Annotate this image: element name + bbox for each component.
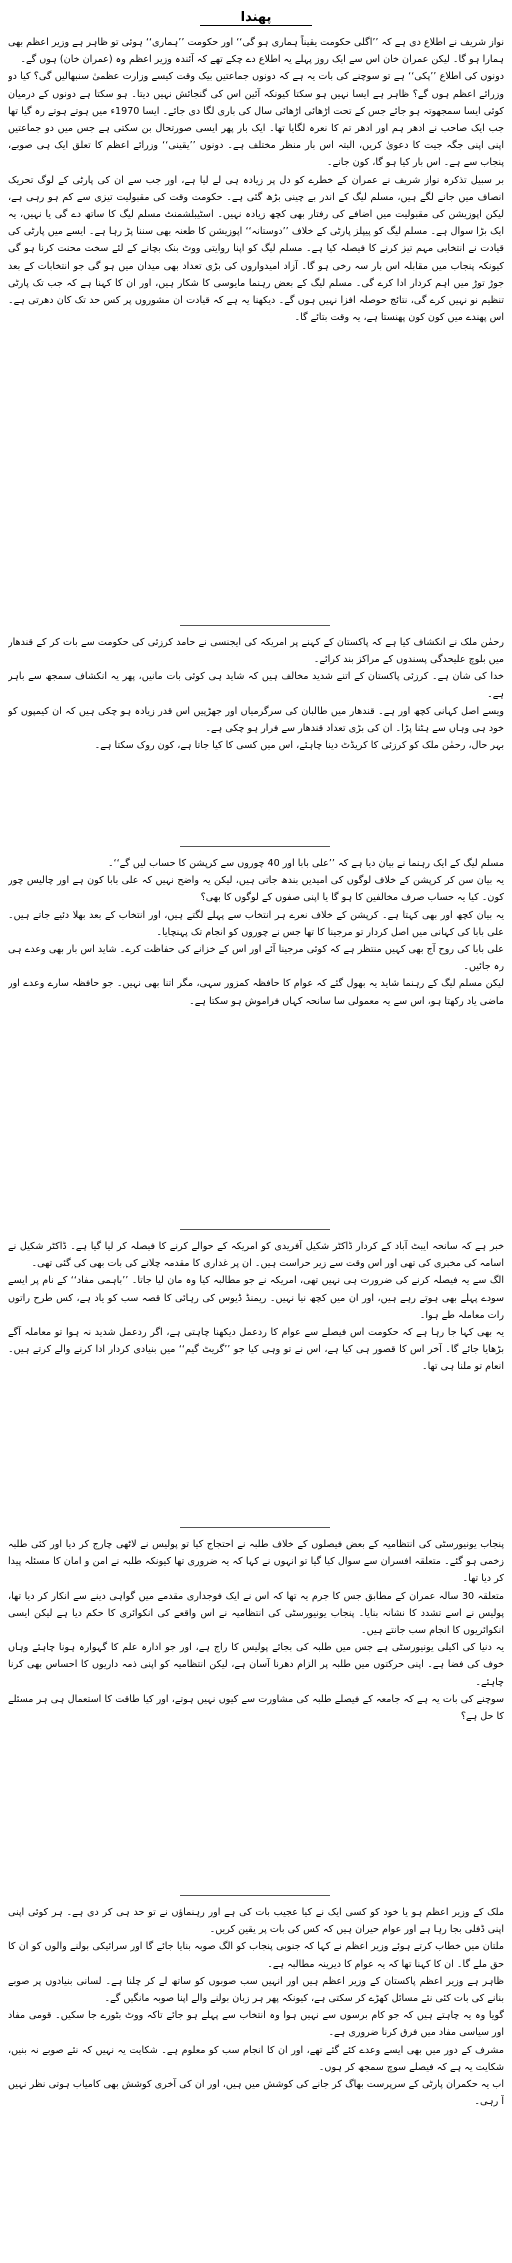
- section-divider: [180, 846, 330, 847]
- paragraph: یہ دنیا کی اکیلی یونیورسٹی ہے جس میں طلبہ کی بجائے پولیس کا راج ہے، اور جو ادارہ علم کا گہوارہ ہونا چاہئے وہاں خوف کی فضا ہے۔ اپنی حرکتوں میں طلبہ پر الزام دھرنا آسان ہے، لیکن انتظامیہ کو اپنی ذمہ داریوں کا احساس بھی کرنا چاہئے۔: [8, 1642, 504, 1688]
- paragraph: متعلقہ 30 سالہ عمران کے مطابق جس کا جرم یہ تھا کہ اس نے ایک فوجداری مقدمے میں گواہی دینے سے انکار کر دیا تھا، پولیس نے اسے تشدد کا نشانہ بنایا۔ پنجاب یونیورسٹی کی انتظامیہ نے اس واقعے کی انکوائری کا حکم دیا ہے لیکن ایسی انکوائریوں کا انجام سب جانتے ہیں۔: [8, 1590, 504, 1637]
- section-3: [8, 855, 504, 1223]
- paragraph: دونوں کی اطلاع ’’پکی‘‘ ہے تو سوچنے کی بات یہ ہے کہ دونوں جماعتیں بیک وقت کیسے وزارت عظمیٰ سنبھالیں گی؟ کیا دو وزرائے اعظم ہوں گے؟ ظاہر ہے ایسا نہیں ہو سکتا کیونکہ آئین اس کی گنجائش نہیں دیتا۔ ہو سکتا ہے دونوں کے درمیان کوئی ایسا سمجھوتہ ہو جائے جس کے تحت اڑھائی اڑھائی سال کی باری لگا دی جائے۔ ایسا 1970ء میں ہوتے ہوتے رہ گیا تھا جب ایک صاحب نے ادھر ہم اور ادھر تم کا نعرہ لگایا تھا۔ ایک بار پھر ایسی صورتحال بن سکتی ہے جس میں دو جماعتیں اپنی اپنی جگہ جیت کا دعویٰ کریں، البتہ اس بار منظر مختلف ہے۔ دونوں ’’یقینی‘‘ وزرائے اعظم کا تعلق ایک ہی صوبے، پنجاب سے ہے۔ اس بار کیا ہو گا، کون جانے۔: [8, 71, 504, 169]
- section-divider: [180, 1527, 330, 1528]
- paragraph: علی بابا کی روح آج بھی کہیں منتظر ہے کہ کوئی مرجینا آئے اور اس کے خزانے کی حفاظت کرے۔ شاید اس بار بھی وعدے ہی رہ جائیں۔: [8, 944, 504, 973]
- section-1: [8, 34, 504, 619]
- section-5: [8, 1536, 504, 1888]
- paragraph: بر سبیل تذکرہ نواز شریف نے عمران کے خطرے کو دل پر زیادہ ہی لے لیا ہے، اور جب سے ان کی پارٹی کے لوگ تحریک انصاف میں جانے لگے ہیں، مسلم لیگ کے اندر بے چینی بڑھ گئی ہے۔ حکومت وقت کی مقبولیت تیزی سے کم ہو رہی ہے، لیکن اپوزیشن کی مقبولیت میں اضافے کی رفتار بھی کچھ زیادہ نہیں۔ اسٹیبلشمنٹ مسلم لیگ کا ساتھ دے گی یا نہیں، یہ ایک بڑا سوال ہے۔ مسلم لیگ کو پیپلز پارٹی کے خلاف ’’دوستانہ‘‘ اپوزیشن کا طعنہ بھی سننا پڑ رہا ہے۔ ایسے میں پارٹی کی قیادت نے انتخابی مہم تیز کرنے کا فیصلہ کیا ہے۔ مسلم لیگ کو اپنا روایتی ووٹ بنک بچانے کے لئے سخت محنت کرنا ہو گی کیونکہ پنجاب میں مقابلہ اس بار سہ رخی ہو گا۔ آزاد امیدواروں کی بڑی تعداد بھی میدان میں ہو گی جو انتخابات کے بعد جوڑ توڑ میں اہم کردار ادا کرے گی۔ مسلم لیگ کے بعض رہنما مایوسی کا شکار ہیں، اور ان کا کہنا ہے کہ جب تک پارٹی تنظیم نو نہیں کرے گی، نتائج حوصلہ افزا نہیں ہوں گے۔ دیکھنا یہ ہے کہ قیادت ان مشوروں پر کس حد تک کان دھرتی ہے۔ اس پھندے میں کون کون پھنستا ہے، یہ وقت بتائے گا۔: [8, 174, 504, 324]
- paragraph: سوچنے کی بات یہ ہے کہ جامعہ کے فیصلے طلبہ کی مشاورت سے کیوں نہیں ہوتے، اور کیا طاقت کا استعمال ہی ہر مسئلے کا حل ہے؟: [8, 1693, 504, 1723]
- paragraph: یہ بیان سن کر کرپشن کے خلاف لوگوں کی امیدیں بندھ جاتی ہیں، لیکن یہ واضح نہیں کہ علی بابا کون ہے اور چالیس چور کون۔ کیا یہ حساب صرف مخالفین کا ہو گا یا اپنی صفوں کے لوگوں کا بھی؟: [8, 875, 504, 904]
- paragraph: اب یہ حکمران پارٹی کے سرپرست بھاگ کر جانے کی کوشش میں ہیں، اور ان کی آخری کوشش بھی کامیاب ہوتی نظر نہیں آ رہی۔: [8, 2079, 504, 2108]
- paragraph: نواز شریف نے اطلاع دی ہے کہ ’’اگلی حکومت یقیناً ہماری ہو گی‘‘ اور حکومت ’’ہماری‘‘ ہوئی تو ظاہر ہے وزیر اعظم بھی ہمارا ہو گا۔ لیکن عمران خان اس سے ایک روز پہلے یہ اطلاع دے چکے تھے کہ آئندہ وزیر اعظم وہ (عمران خان) ہوں گے۔: [8, 37, 504, 66]
- section-4: [8, 1238, 504, 1520]
- paragraph: یہ بھی کہا جا رہا ہے کہ حکومت اس فیصلے سے عوام کا ردعمل دیکھنا چاہتی ہے، اگر ردعمل شدید نہ ہوا تو معاملہ آگے بڑھایا جائے گا۔ آخر اس کا قصور ہی کیا ہے، اس نے تو وہی کیا جو ’’گریٹ گیم‘‘ میں بنیادی کردار ادا کرنے والے کرتے ہیں۔ انعام تو ملنا ہی تھا۔: [8, 1327, 504, 1373]
- section-divider: [180, 625, 330, 626]
- title-underline: [200, 25, 312, 26]
- paragraph: لیکن مسلم لیگ کے رہنما شاید یہ بھول گئے کہ عوام کا حافظہ کمزور سہی، مگر اتنا بھی نہیں۔ جو حافظہ سارے وعدے اور ماضی یاد رکھتا ہو، اس سے یہ معمولی سا سانحہ کہاں فراموش ہو سکتا ہے۔: [8, 978, 504, 1007]
- column-title: پھندا: [240, 10, 272, 25]
- paragraph: ملک کے وزیر اعظم ہو یا خود کو کسی ایک نے کیا عجیب بات کی ہے اور رہنماؤں نے تو حد ہی کر دی ہے۔ ہر کوئی اپنی اپنی ڈفلی بجا رہا ہے اور عوام حیران ہیں کہ کس کی بات پر یقین کریں۔: [8, 1907, 504, 1936]
- section-6: [8, 1904, 504, 2256]
- paragraph: مشرف کے دور میں بھی ایسے وعدے کئے گئے تھے، اور ان کا انجام سب کو معلوم ہے۔ شکایت یہ نہیں کہ نئے صوبے نہ بنیں، شکایت یہ ہے کہ فیصلے سوچ سمجھ کر ہوں۔: [8, 2044, 504, 2073]
- paragraph: مسلم لیگ کے ایک رہنما نے بیان دیا ہے کہ ’’علی بابا اور 40 چوروں سے کرپشن کا حساب لیں گے‘‘۔: [107, 858, 504, 869]
- section-2: [8, 634, 504, 840]
- paragraph: ویسے اصل کہانی کچھ اور ہے۔ قندھار میں طالبان کی سرگرمیاں اور جھڑپیں اس قدر زیادہ ہو چکی ہیں کہ ان کیمپوں کو خود ہی وہاں سے ہٹنا پڑا۔ ان کی بڑی تعداد قندھار سے فرار ہو چکی ہے۔: [8, 705, 504, 735]
- section-divider: [180, 1895, 330, 1896]
- column-header: [0, 6, 512, 25]
- paragraph: ملتان میں خطاب کرتے ہوئے وزیر اعظم نے کہا کہ جنوبی پنجاب کو الگ صوبہ بنایا جائے گا اور سرائیکی بولنے والوں کو ان کا حق ملے گا۔ ان کا کہنا تھا کہ یہ عوام کا دیرینہ مطالبہ ہے۔: [8, 1941, 504, 1970]
- paragraph: ظاہر ہے وزیر اعظم پاکستان کے وزیر اعظم ہیں اور انہیں سب صوبوں کو ساتھ لے کر چلنا ہے۔ لسانی بنیادوں پر صوبے بنانے کی بات کئی نئے مسائل کھڑے کر سکتی ہے، کیونکہ پھر ہر زبان بولنے والے اپنا صوبہ مانگیں گے۔: [8, 1975, 504, 2005]
- paragraph: خبر ہے کہ سانحہ ایبٹ آباد کے کردار ڈاکٹر شکیل آفریدی کو امریکہ کے حوالے کرنے کا فیصلہ کر لیا گیا ہے۔ ڈاکٹر شکیل نے اسامہ کی مخبری کی تھی اور اس وقت سے زیر حراست ہیں۔ ان پر غداری کا مقدمہ چلانے کی بات بھی کی گئی تھی۔: [8, 1241, 504, 1270]
- paragraph: بہر حال، رحمٰن ملک کو کرزئی کا کریڈٹ دینا چاہئے، اس میں کسی کا کیا جاتا ہے، کون روک سکتا ہے۔: [94, 740, 504, 752]
- paragraph: گویا وہ یہ چاہتے ہیں کہ جو کام برسوں سے نہیں ہوا وہ انتخاب سے پہلے ہو جائے تاکہ ووٹ بٹورے جا سکیں۔ قومی مفاد اور سیاسی مفاد میں فرق کرنا ضروری ہے۔: [8, 2010, 504, 2039]
- paragraph: رحمٰن ملک نے انکشاف کیا ہے کہ پاکستان کے کہنے پر امریکہ کی ایجنسی نے حامد کرزئی کی حکومت سے بات کر کے قندھار میں بلوچ علیحدگی پسندوں کے مراکز بند کرائے۔: [8, 637, 504, 666]
- paragraph: خدا کی شان ہے۔ کرزئی پاکستان کے اتنے شدید مخالف ہیں کہ شاید ہی کوئی بات مانیں، پھر یہ انکشاف سمجھ سے باہر ہے۔: [8, 671, 504, 700]
- paragraph: یہ بیان کچھ اور بھی کہتا ہے۔ کرپشن کے خلاف نعرے ہر انتخاب سے پہلے لگتے ہیں، اور انتخاب کے بعد بھلا دئیے جاتے ہیں۔ علی بابا کی کہانی میں اصل کردار تو مرجینا کا تھا جس نے چوروں کو انجام تک پہنچایا۔: [8, 909, 504, 938]
- paragraph: پنجاب یونیورسٹی کی انتظامیہ کے بعض فیصلوں کے خلاف طلبہ نے احتجاج کیا تو پولیس نے لاٹھی چارج کر دیا اور کئی طلبہ زخمی ہو گئے۔ متعلقہ افسران سے سوال کیا گیا تو انہوں نے کہا کہ یہ ضروری تھا کیونکہ طلبہ نے امن و امان کا مسئلہ پیدا کر دیا تھا۔: [8, 1539, 504, 1585]
- section-divider: [180, 1229, 330, 1230]
- paragraph: الگ سے یہ فیصلہ کرنے کی ضرورت ہی نہیں تھی، امریکہ نے جو مطالبہ کیا وہ مان لیا جاتا۔ ’’باہمی مفاد‘‘ کے نام پر ایسے سودے پہلے بھی ہوتے رہے ہیں، اور ان میں کچھ نیا نہیں۔ ریمنڈ ڈیوس کی رہائی کا قصہ سب کو یاد ہے، کس طرح راتوں رات معاملہ طے ہوا۔: [8, 1275, 504, 1321]
